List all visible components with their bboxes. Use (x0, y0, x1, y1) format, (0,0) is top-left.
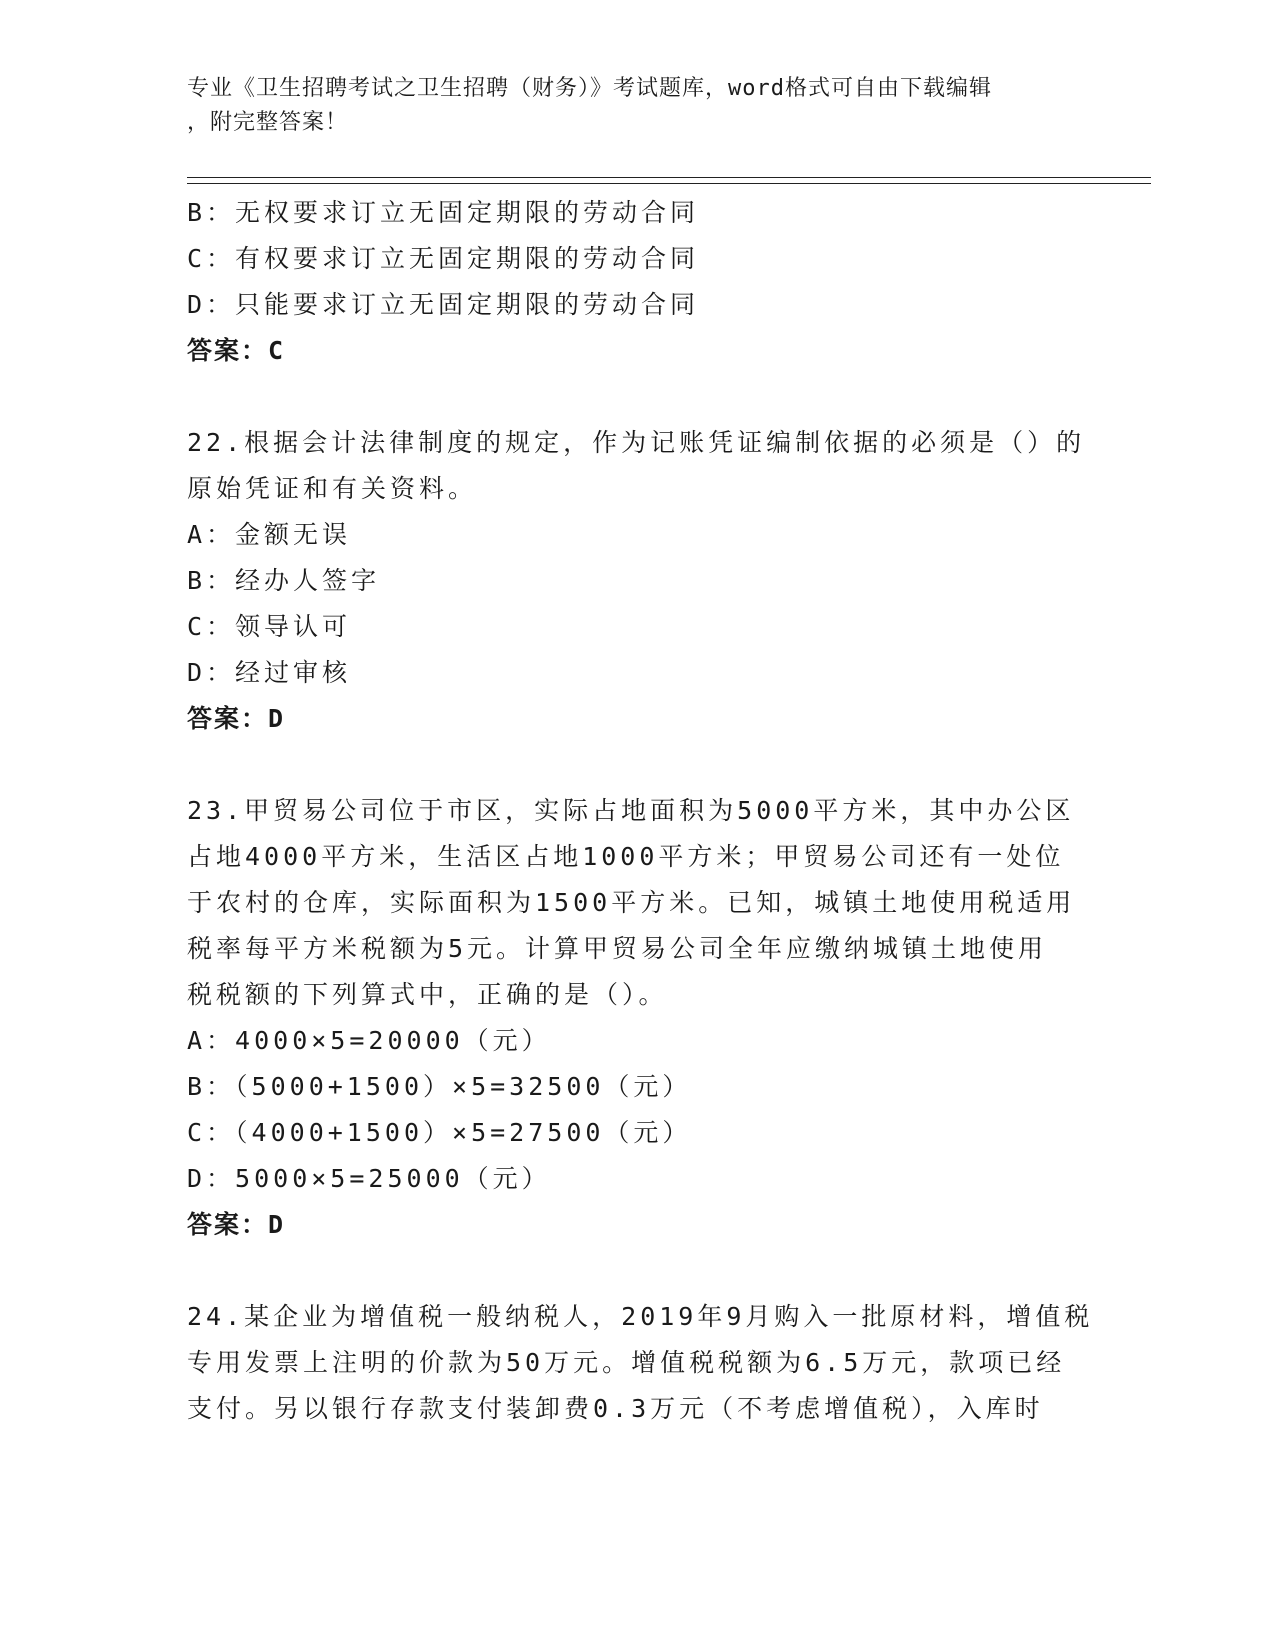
option-a: A：金额无误 (187, 520, 352, 549)
option-c: C：（4000+1500）×5=27500（元） (187, 1118, 692, 1147)
stem-line: 占地4000平方米，生活区占地1000平方米；甲贸易公司还有一处位 (187, 842, 1065, 871)
option-b: B：无权要求订立无固定期限的劳动合同 (187, 198, 700, 227)
stem-line: 原始凭证和有关资料。 (187, 474, 478, 503)
answer: 答案：C (187, 336, 286, 365)
option-c: C：有权要求订立无固定期限的劳动合同 (187, 244, 700, 273)
question-23 (187, 788, 1087, 1248)
option-d: D：5000×5=25000（元） (187, 1164, 551, 1193)
question-stem (187, 420, 1087, 512)
option-a: A：4000×5=20000（元） (187, 1026, 551, 1055)
option-d: D：只能要求订立无固定期限的劳动合同 (187, 290, 700, 319)
option-b: B：（5000+1500）×5=32500（元） (187, 1072, 692, 1101)
question-list (187, 190, 1094, 1432)
header-title-line-2: ，附完整答案！ (187, 110, 349, 135)
document-header (187, 72, 1087, 140)
stem-line: 24.某企业为增值税一般纳税人，2019年9月购入一批原材料，增值税 (187, 1302, 1094, 1331)
answer: 答案：D (187, 1210, 286, 1239)
option-d: D：经过审核 (187, 658, 352, 687)
question-stem (187, 1294, 1094, 1432)
option-c: C：领导认可 (187, 612, 352, 641)
stem-line: 税率每平方米税额为5元。计算甲贸易公司全年应缴纳城镇土地使用 (187, 934, 1048, 963)
question-22 (187, 420, 1087, 742)
question-stem (187, 788, 1087, 1018)
stem-line: 22.根据会计法律制度的规定，作为记账凭证编制依据的必须是（）的 (187, 428, 1086, 457)
answer: 答案：D (187, 704, 286, 733)
header-title-line-1: 专业《卫生招聘考试之卫生招聘（财务）》考试题库，word格式可自由下载编辑 (187, 76, 992, 101)
option-b: B：经办人签字 (187, 566, 381, 595)
question-24 (187, 1294, 1094, 1432)
stem-line: 支付。另以银行存款支付装卸费0.3万元（不考虑增值税），入库时 (187, 1394, 1044, 1423)
header-divider-top (187, 177, 1151, 178)
stem-line: 专用发票上注明的价款为50万元。增值税税额为6.5万元，款项已经 (187, 1348, 1066, 1377)
header-divider-bottom (187, 183, 1151, 184)
question-21-tail (187, 190, 1087, 374)
stem-line: 税税额的下列算式中，正确的是（）。 (187, 980, 668, 1009)
stem-line: 23.甲贸易公司位于市区，实际占地面积为5000平方米，其中办公区 (187, 796, 1075, 825)
stem-line: 于农村的仓库，实际面积为1500平方米。已知，城镇土地使用税适用 (187, 888, 1076, 917)
